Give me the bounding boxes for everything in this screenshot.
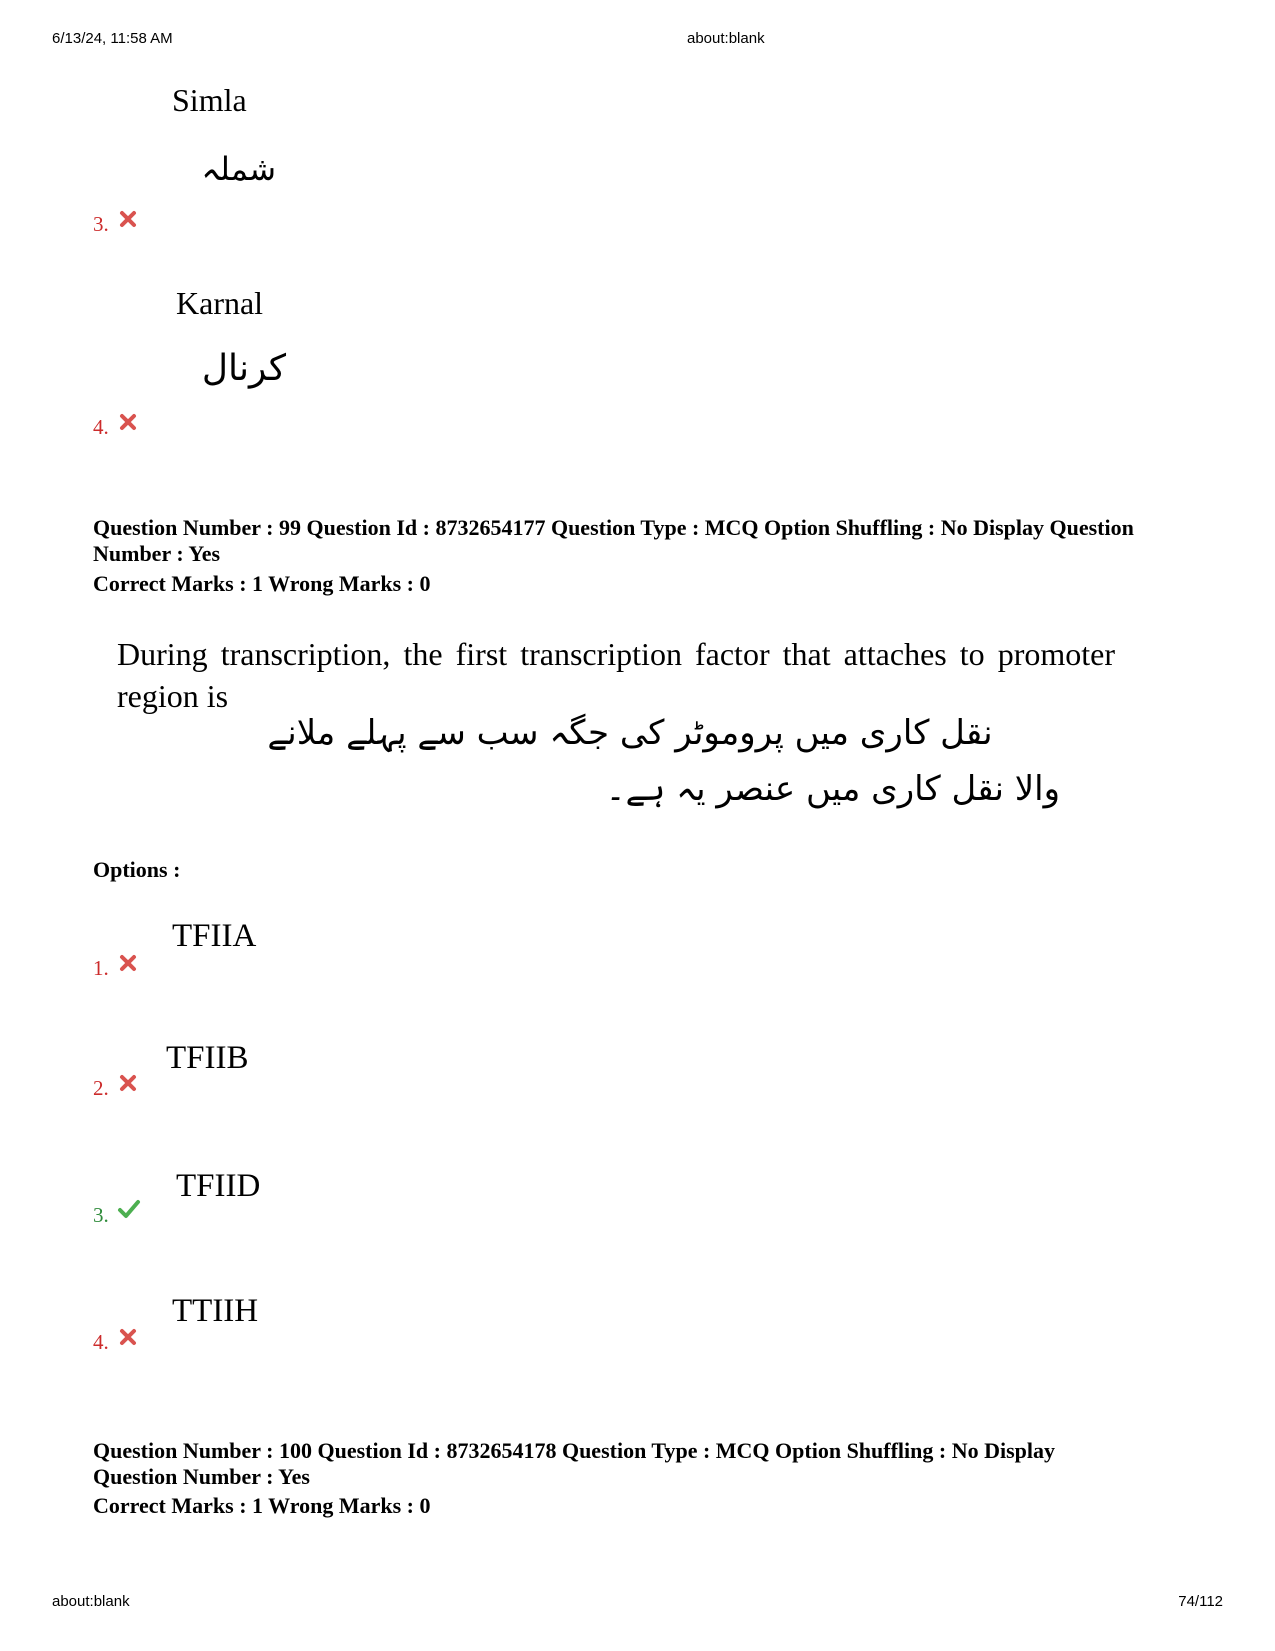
print-url: about:blank [52, 1593, 130, 1610]
option-text: TFIID [176, 1168, 261, 1204]
option-text: TTIIH [172, 1293, 259, 1329]
option-urdu-text: کرنال [201, 348, 286, 389]
option-number: 4. [93, 415, 109, 439]
question-text: During transcription, the first transcription factor that attaches to promoter region is [117, 636, 1115, 714]
question-marks: Correct Marks : 1 Wrong Marks : 0 [93, 1493, 431, 1518]
option-number: 3. [93, 1203, 109, 1227]
cross-icon [119, 1328, 137, 1346]
cross-icon [119, 1074, 137, 1092]
option-number: 2. [93, 1076, 109, 1100]
question-meta: Question Number : 100 Question Id : 8732654178 Question Type : MCQ Option Shuffling : No Display Question Number : Yes [93, 1438, 1056, 1489]
question-urdu-line-1: نقل کاری میں پروموٹر کی جگہ سب سے پہلے ملانے [267, 713, 993, 753]
question-marks: Correct Marks : 1 Wrong Marks : 0 [93, 571, 431, 596]
print-title: about:blank [687, 30, 765, 47]
cross-icon [119, 210, 137, 228]
cross-icon [119, 413, 137, 431]
question-meta: Question Number : 99 Question Id : 8732654177 Question Type : MCQ Option Shuffling : No Display Question Number : Yes [93, 515, 1134, 566]
question-urdu-line-2: والا نقل کاری میں عنصر یہ ہے۔ [605, 769, 1060, 809]
check-icon [117, 1199, 141, 1219]
option-number: 1. [93, 956, 109, 980]
option-urdu-text: شملہ [201, 150, 276, 188]
option-text: Simla [172, 82, 247, 118]
option-text: TFIIB [166, 1040, 249, 1076]
options-label: Options : [93, 857, 181, 882]
cross-icon [119, 954, 137, 972]
option-number: 4. [93, 1330, 109, 1354]
page-number: 74/112 [1178, 1593, 1223, 1610]
option-text: Karnal [176, 285, 264, 321]
print-datetime: 6/13/24, 11:58 AM [52, 30, 173, 47]
option-number: 3. [93, 212, 109, 236]
option-text: TFIIA [172, 918, 257, 954]
